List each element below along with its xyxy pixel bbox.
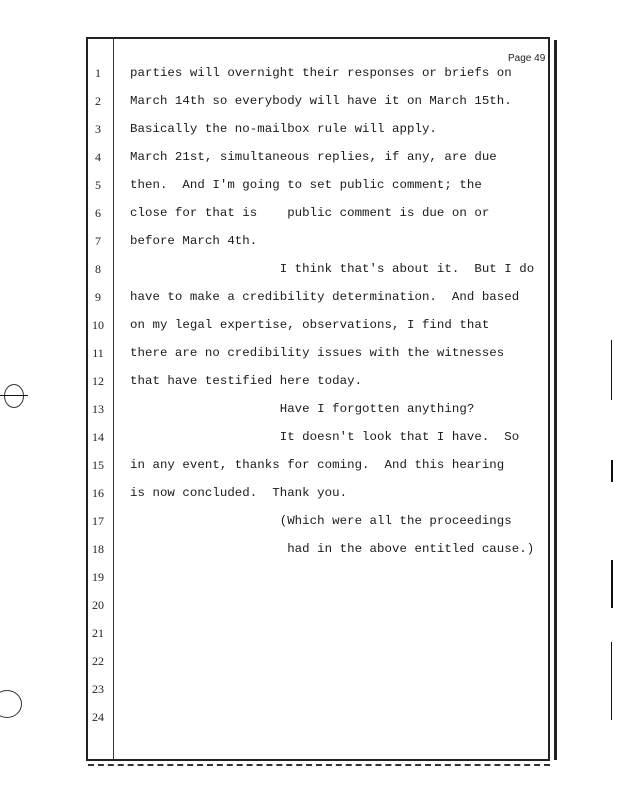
line-number: 16 bbox=[92, 486, 104, 500]
transcript-line: then. And I'm going to set public comment; the bbox=[130, 178, 482, 192]
line-number: 6 bbox=[95, 206, 101, 220]
line-number-margin-rule bbox=[113, 38, 114, 760]
transcript-line: close for that is public comment is due on or bbox=[130, 206, 490, 220]
binder-hole-mark bbox=[4, 384, 24, 408]
line-number: 15 bbox=[92, 458, 104, 472]
transcript-line: before March 4th. bbox=[130, 234, 258, 248]
transcript-page-frame bbox=[86, 37, 550, 761]
page-number: Page 49 bbox=[508, 53, 546, 64]
binder-hole-mark bbox=[0, 690, 22, 718]
line-number: 10 bbox=[92, 318, 104, 332]
transcript-line: Basically the no-mailbox rule will apply. bbox=[130, 122, 437, 136]
transcript-line: had in the above entitled cause.) bbox=[130, 542, 535, 556]
transcript-line: parties will overnight their responses or briefs on bbox=[130, 66, 512, 80]
line-number: 11 bbox=[92, 346, 104, 360]
right-edge-shadow bbox=[554, 40, 557, 760]
binder-hole-line bbox=[0, 395, 28, 396]
edge-mark bbox=[611, 642, 612, 720]
bottom-scan-rule bbox=[88, 764, 550, 768]
transcript-line: March 21st, simultaneous replies, if any, are due bbox=[130, 150, 497, 164]
transcript-line: have to make a credibility determination. And based bbox=[130, 290, 520, 304]
edge-mark bbox=[611, 560, 613, 608]
line-number: 22 bbox=[92, 654, 104, 668]
line-number: 8 bbox=[95, 262, 101, 276]
edge-mark bbox=[611, 460, 613, 482]
line-number: 24 bbox=[92, 710, 104, 724]
transcript-line: Have I forgotten anything? bbox=[130, 402, 475, 416]
transcript-line: is now concluded. Thank you. bbox=[130, 486, 348, 500]
transcript-line: I think that's about it. But I do bbox=[130, 262, 535, 276]
transcript-line: It doesn't look that I have. So bbox=[130, 430, 520, 444]
transcript-line: that have testified here today. bbox=[130, 374, 363, 388]
transcript-line: March 14th so everybody will have it on March 15th. bbox=[130, 94, 512, 108]
line-number: 21 bbox=[92, 626, 104, 640]
line-number: 5 bbox=[95, 178, 101, 192]
line-number: 9 bbox=[95, 290, 101, 304]
edge-mark bbox=[611, 340, 612, 400]
line-number: 17 bbox=[92, 514, 104, 528]
transcript-line: in any event, thanks for coming. And this hearing bbox=[130, 458, 505, 472]
line-number: 20 bbox=[92, 598, 104, 612]
line-number: 12 bbox=[92, 374, 104, 388]
line-number: 19 bbox=[92, 570, 104, 584]
transcript-line: on my legal expertise, observations, I find that bbox=[130, 318, 490, 332]
transcript-line: there are no credibility issues with the witnesses bbox=[130, 346, 505, 360]
line-number: 2 bbox=[95, 94, 101, 108]
line-number: 13 bbox=[92, 402, 104, 416]
line-number: 1 bbox=[95, 66, 101, 80]
line-number: 18 bbox=[92, 542, 104, 556]
line-number: 23 bbox=[92, 682, 104, 696]
line-number: 3 bbox=[95, 122, 101, 136]
line-number: 4 bbox=[95, 150, 101, 164]
transcript-line: (Which were all the proceedings bbox=[130, 514, 512, 528]
line-number: 14 bbox=[92, 430, 104, 444]
line-number: 7 bbox=[95, 234, 101, 248]
